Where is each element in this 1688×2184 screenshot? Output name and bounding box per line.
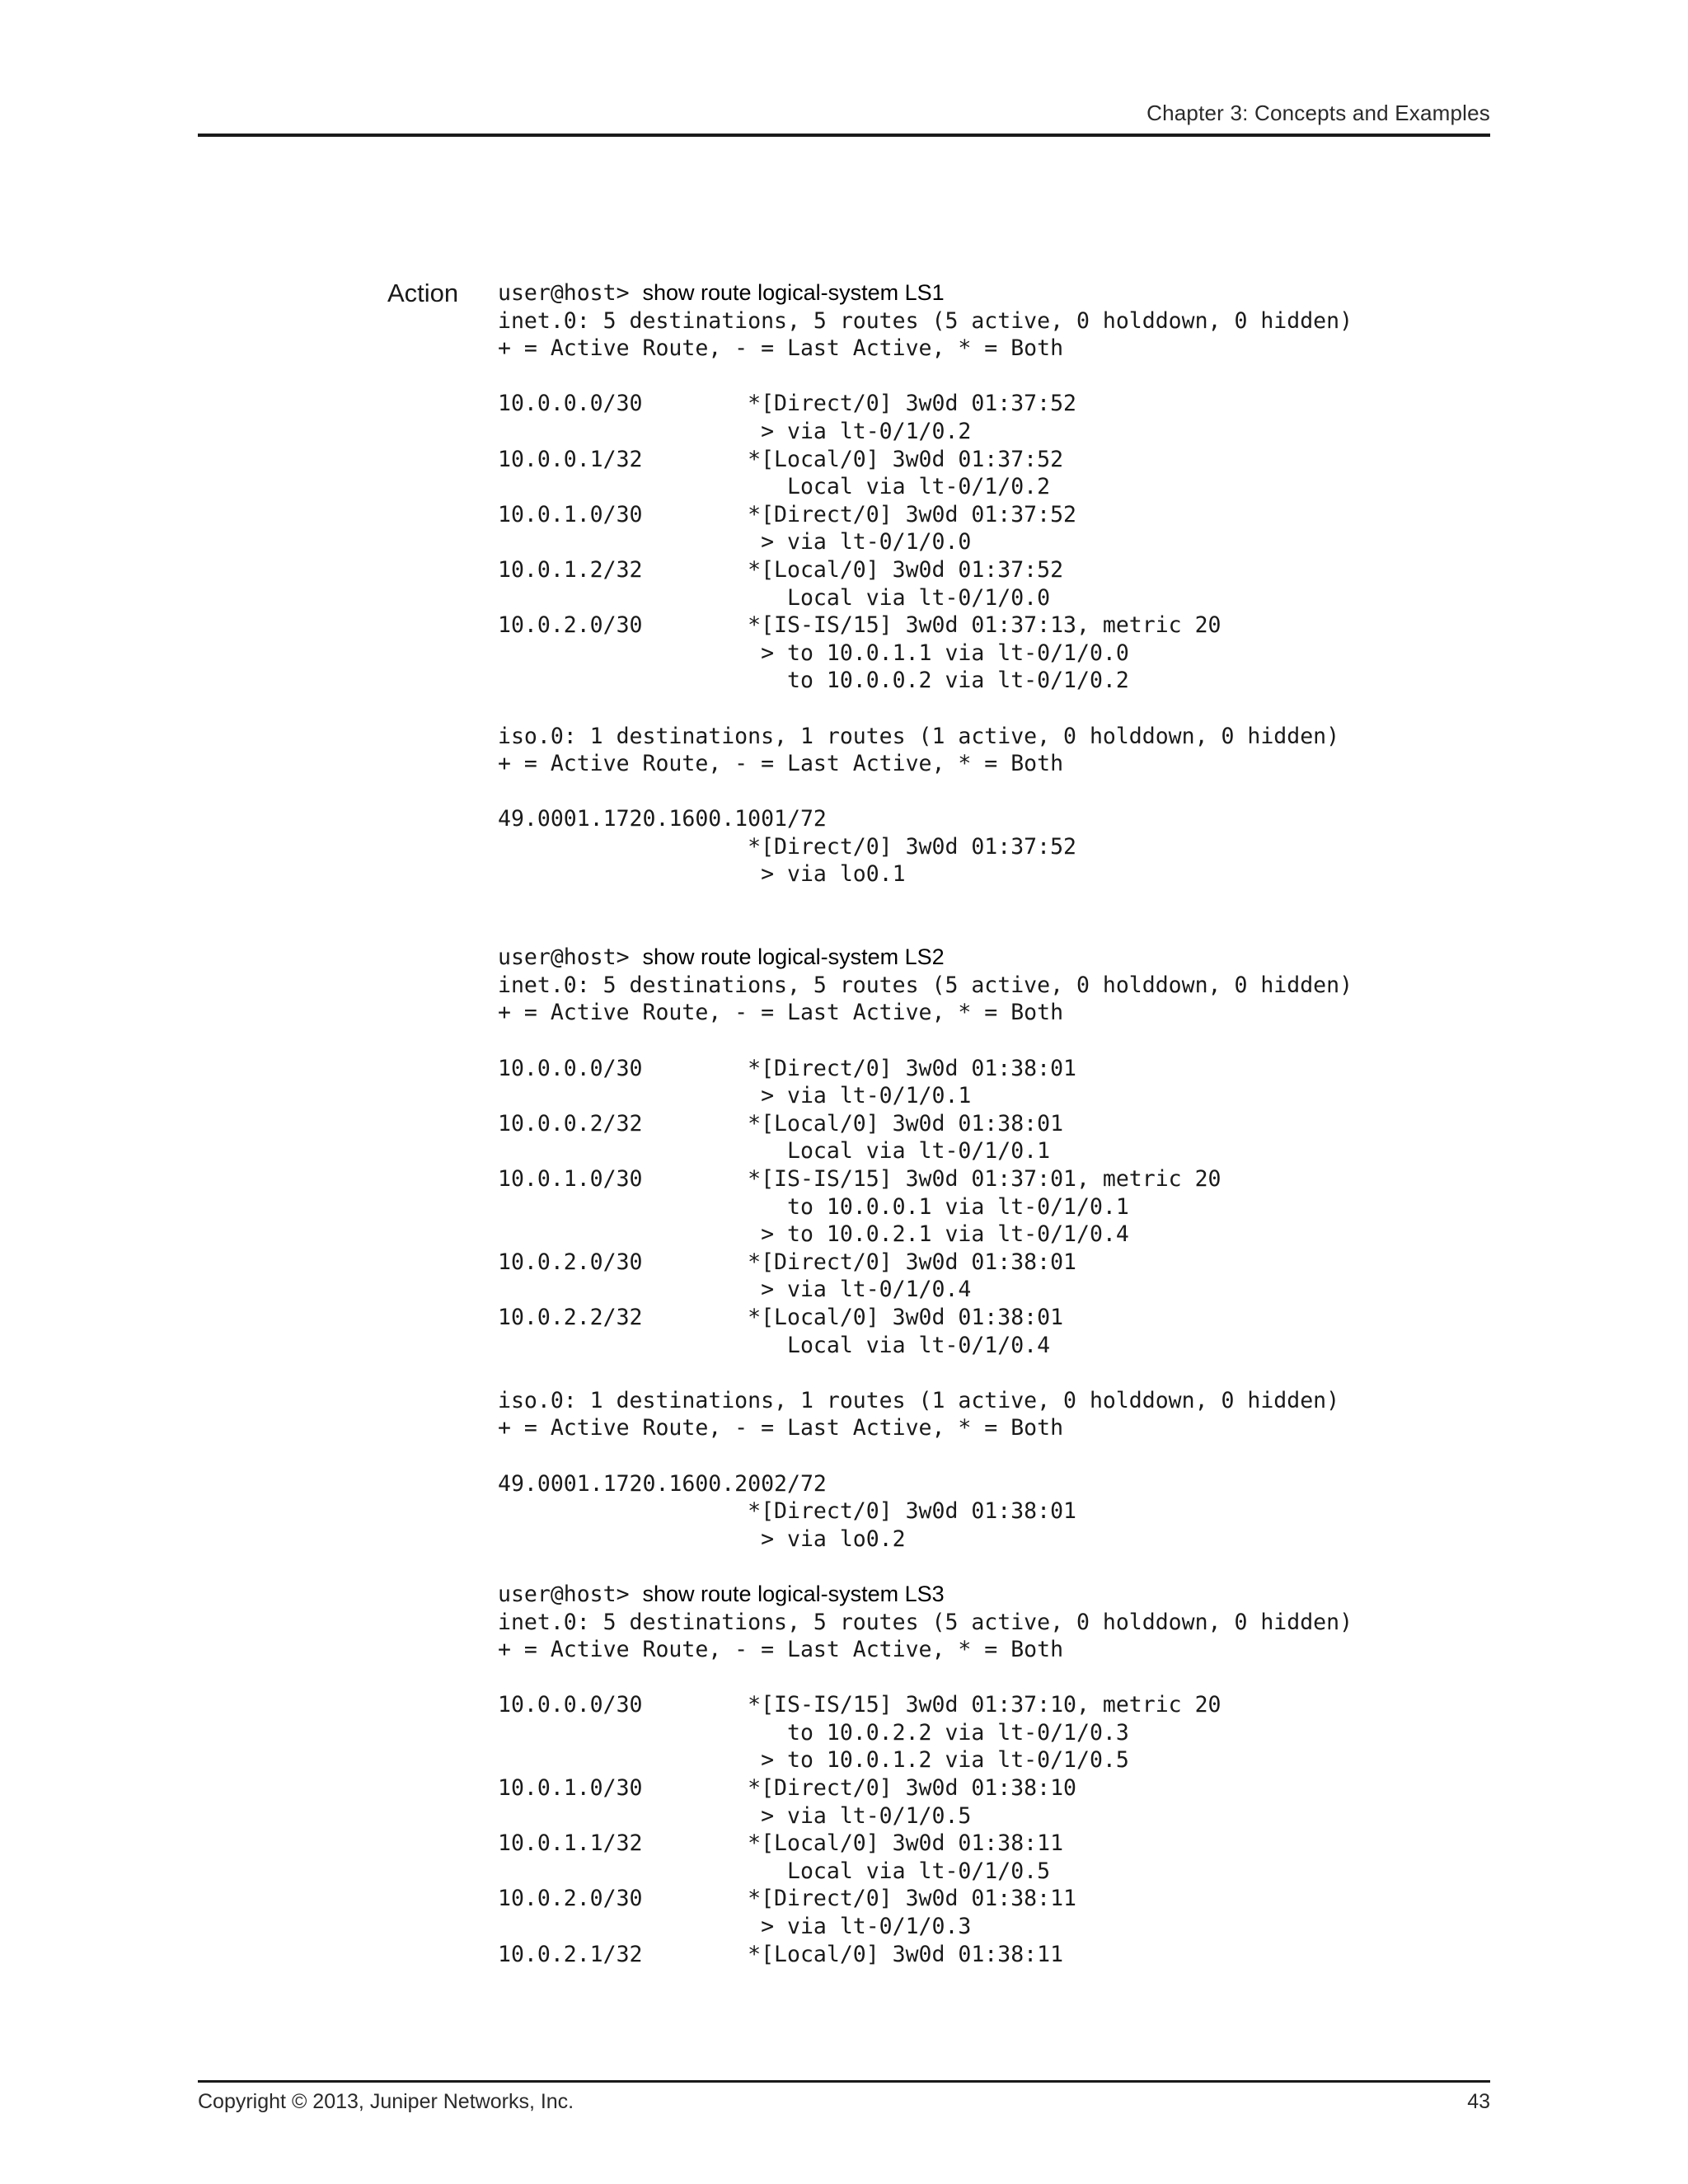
output-line: > to 10.0.1.2 via lt-0/1/0.5 [498, 1747, 1129, 1774]
output-line: 10.0.2.0/30 *[Direct/0] 3w0d 01:38:01 [498, 1249, 1076, 1275]
output-line: + = Active Route, - = Last Active, * = Both [498, 1637, 1064, 1663]
output-line: 10.0.0.1/32 *[Local/0] 3w0d 01:37:52 [498, 446, 1064, 472]
output-line: > via lt-0/1/0.3 [498, 1914, 972, 1940]
output-line: 10.0.2.0/30 *[Direct/0] 3w0d 01:38:11 [498, 1886, 1076, 1912]
output-line: to 10.0.2.2 via lt-0/1/0.3 [498, 1719, 1129, 1746]
output-line: > via lt-0/1/0.2 [498, 418, 972, 444]
output-line [498, 778, 1487, 806]
output-line: 10.0.0.0/30 *[Direct/0] 3w0d 01:37:52 [498, 391, 1076, 417]
output-line: 10.0.1.1/32 *[Local/0] 3w0d 01:38:11 [498, 1830, 1064, 1857]
output-line: inet.0: 5 destinations, 5 routes (5 active, 0 holddown, 0 hidden) [498, 1609, 1353, 1635]
output-line [498, 1442, 1487, 1470]
output-line: *[Direct/0] 3w0d 01:38:01 [498, 1498, 1076, 1525]
cli-prompt: user@host> [498, 280, 643, 306]
command-line [498, 279, 1487, 307]
chapter-header: Chapter 3: Concepts and Examples [1146, 101, 1490, 125]
command-line [498, 1581, 1487, 1609]
output-lines [498, 307, 1487, 944]
output-line: > to 10.0.1.1 via lt-0/1/0.0 [498, 640, 1129, 666]
output-line: Local via lt-0/1/0.1 [498, 1138, 1051, 1165]
output-line: 49.0001.1720.1600.1001/72 [498, 806, 827, 832]
output-line: Local via lt-0/1/0.4 [498, 1332, 1051, 1358]
output-line: 10.0.2.0/30 *[IS-IS/15] 3w0d 01:37:13, metric 20 [498, 612, 1221, 639]
cli-prompt: user@host> [498, 1581, 643, 1607]
output-line: 10.0.2.1/32 *[Local/0] 3w0d 01:38:11 [498, 1941, 1064, 1967]
output-line: > via lo0.2 [498, 1526, 906, 1552]
output-line [498, 888, 1487, 916]
output-line [498, 1664, 1487, 1692]
command-block-ls3 [498, 1581, 1487, 1968]
cli-command: show route logical-system LS3 [642, 1581, 945, 1606]
output-line: > via lo0.1 [498, 861, 906, 888]
output-line: > via lt-0/1/0.1 [498, 1083, 972, 1109]
output-lines [498, 1609, 1487, 1969]
output-line: 10.0.1.2/32 *[Local/0] 3w0d 01:37:52 [498, 556, 1064, 583]
section-label: Action [387, 279, 459, 307]
output-line: + = Active Route, - = Last Active, * = Both [498, 1415, 1064, 1441]
output-line: 49.0001.1720.1600.2002/72 [498, 1470, 827, 1497]
command-line [498, 944, 1487, 972]
output-line: > via lt-0/1/0.0 [498, 529, 972, 555]
output-line [498, 1359, 1487, 1387]
output-line: iso.0: 1 destinations, 1 routes (1 active, 0 holddown, 0 hidden) [498, 1387, 1340, 1413]
output-line [498, 1553, 1487, 1581]
output-line: > via lt-0/1/0.5 [498, 1802, 972, 1829]
output-line: to 10.0.0.2 via lt-0/1/0.2 [498, 668, 1129, 694]
output-line: + = Active Route, - = Last Active, * = Both [498, 751, 1064, 777]
output-line: 10.0.1.0/30 *[Direct/0] 3w0d 01:37:52 [498, 501, 1076, 527]
output-line: 10.0.1.0/30 *[Direct/0] 3w0d 01:38:10 [498, 1775, 1076, 1802]
output-line: *[Direct/0] 3w0d 01:37:52 [498, 833, 1076, 860]
output-line: inet.0: 5 destinations, 5 routes (5 active, 0 holddown, 0 hidden) [498, 972, 1353, 998]
output-line: + = Active Route, - = Last Active, * = Both [498, 335, 1064, 362]
output-line: Local via lt-0/1/0.2 [498, 474, 1051, 500]
page-number: 43 [1467, 2090, 1490, 2113]
cli-output [498, 279, 1487, 1968]
output-line [498, 363, 1487, 391]
output-lines [498, 972, 1487, 1581]
cli-prompt: user@host> [498, 944, 643, 971]
output-line: + = Active Route, - = Last Active, * = Both [498, 1000, 1064, 1026]
output-line: inet.0: 5 destinations, 5 routes (5 active, 0 holddown, 0 hidden) [498, 307, 1353, 334]
footer-rule [198, 2080, 1490, 2083]
output-line: 10.0.2.2/32 *[Local/0] 3w0d 01:38:01 [498, 1304, 1064, 1330]
output-line [498, 1027, 1487, 1055]
output-line: to 10.0.0.1 via lt-0/1/0.1 [498, 1193, 1129, 1220]
header-rule [198, 134, 1490, 137]
output-line: 10.0.0.0/30 *[Direct/0] 3w0d 01:38:01 [498, 1055, 1076, 1081]
output-line [498, 916, 1487, 944]
footer-copyright: Copyright © 2013, Juniper Networks, Inc. [198, 2090, 574, 2113]
output-line: iso.0: 1 destinations, 1 routes (1 active, 0 holddown, 0 hidden) [498, 723, 1340, 749]
command-block-ls1 [498, 279, 1487, 944]
output-line: 10.0.1.0/30 *[IS-IS/15] 3w0d 01:37:01, metric 20 [498, 1166, 1221, 1192]
output-line [498, 695, 1487, 723]
output-line: Local via lt-0/1/0.5 [498, 1858, 1051, 1884]
output-line: > via lt-0/1/0.4 [498, 1277, 972, 1303]
cli-command: show route logical-system LS1 [642, 280, 945, 305]
output-line: 10.0.0.2/32 *[Local/0] 3w0d 01:38:01 [498, 1110, 1064, 1137]
output-line: 10.0.0.0/30 *[IS-IS/15] 3w0d 01:37:10, metric 20 [498, 1692, 1221, 1718]
output-line: Local via lt-0/1/0.0 [498, 584, 1051, 611]
command-block-ls2 [498, 944, 1487, 1581]
cli-command: show route logical-system LS2 [642, 944, 945, 970]
output-line: > to 10.0.2.1 via lt-0/1/0.4 [498, 1221, 1129, 1248]
